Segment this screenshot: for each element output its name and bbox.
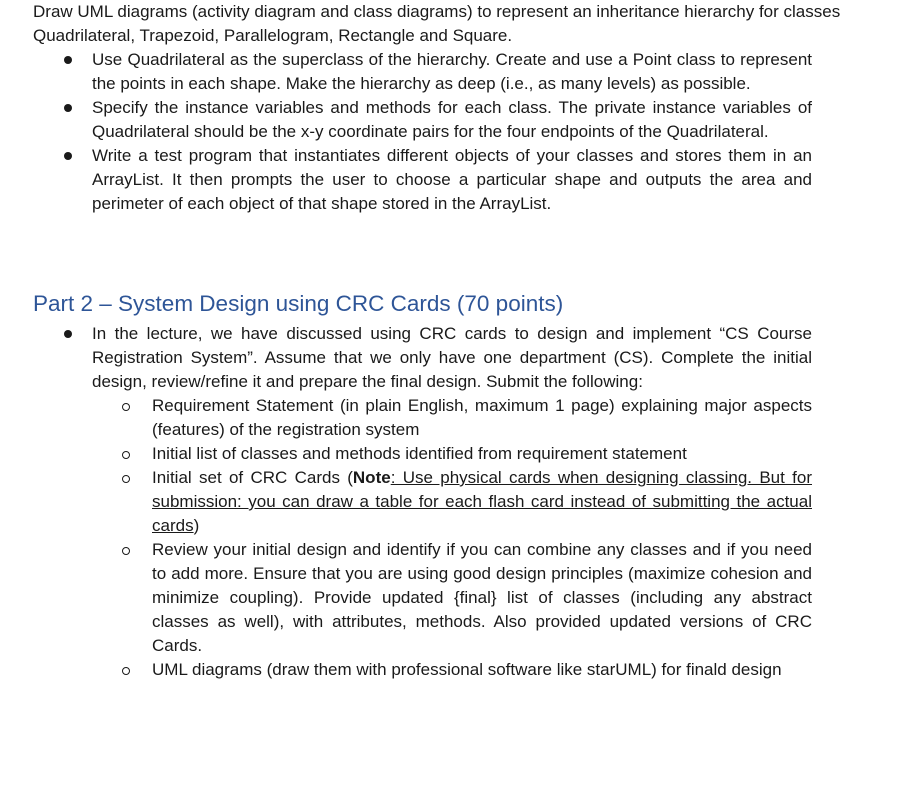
note-text: : Use physical cards when designing classing. But for submission: you can draw a table for each flash card instead of submitting the actual cards: [152, 468, 812, 535]
list-item: [0, 322, 812, 682]
circle-bullet-icon: [122, 475, 130, 483]
bullet-icon: [64, 56, 72, 64]
bullet-icon: [64, 104, 72, 112]
crc-prefix-text: Initial set of CRC Cards (: [152, 468, 353, 487]
list-item: [92, 538, 812, 658]
list-item: [92, 658, 812, 682]
list-item: [92, 394, 812, 442]
part2-bullet-list: [0, 322, 904, 682]
list-item: [92, 442, 812, 466]
list-item-text: Specify the instance variables and methods for each class. The private instance variables of Quadrilateral should be the x-y coordinate pairs for the four endpoints of the Quadrilateral.: [92, 98, 812, 141]
list-item-text: Initial list of classes and methods identified from requirement statement: [152, 444, 687, 463]
note-label: Note: [352, 468, 391, 487]
list-item: [0, 48, 812, 96]
list-item-text: In the lecture, we have discussed using CRC cards to design and implement “CS Course Registration System”. Assume that we only have one department (CS). Complete the initial design, review/refine it and prepare the final design. Submit the following:: [92, 324, 812, 391]
circle-bullet-icon: [122, 451, 130, 459]
list-item-text: UML diagrams (draw them with professional software like starUML) for finald design: [152, 660, 782, 679]
part1-bullet-list: [0, 48, 904, 216]
circle-bullet-icon: [122, 667, 130, 675]
list-item-text: Write a test program that instantiates different objects of your classes and stores them in an ArrayList. It then prompts the user to choose a particular shape and outputs the area and perimeter of each object of that shape stored in the ArrayList.: [92, 146, 812, 213]
circle-bullet-icon: [122, 403, 130, 411]
list-item-text: Use Quadrilateral as the superclass of the hierarchy. Create and use a Point class to represent the points in each shape. Make the hierarchy as deep (i.e., as many levels) as possible.: [92, 50, 812, 93]
section-heading: Part 2 – System Design using CRC Cards (70 points): [33, 291, 564, 316]
bullet-icon: [64, 330, 72, 338]
list-item-text: Review your initial design and identify if you can combine any classes and if you need to add more. Ensure that you are using good design principles (maximize cohesion and minimize coupling). Provide updated {final} list of classes (including any abstract classes as well), with attributes, methods. Also provided updated versions of CRC Cards.: [152, 540, 812, 655]
list-item-text: Requirement Statement (in plain English, maximum 1 page) explaining major aspects (features) of the registration system: [152, 396, 812, 439]
bullet-icon: [64, 152, 72, 160]
list-item: [0, 96, 812, 144]
list-item: [92, 466, 812, 538]
intro-paragraph: Draw UML diagrams (activity diagram and class diagrams) to represent an inheritance hierarchy for classes Quadrilateral, Trapezoid, Parallelogram, Rectangle and Square.: [33, 2, 841, 45]
circle-bullet-icon: [122, 547, 130, 555]
list-item: [0, 144, 812, 216]
crc-suffix-text: ): [193, 516, 200, 535]
deliverables-list: [0, 394, 812, 682]
